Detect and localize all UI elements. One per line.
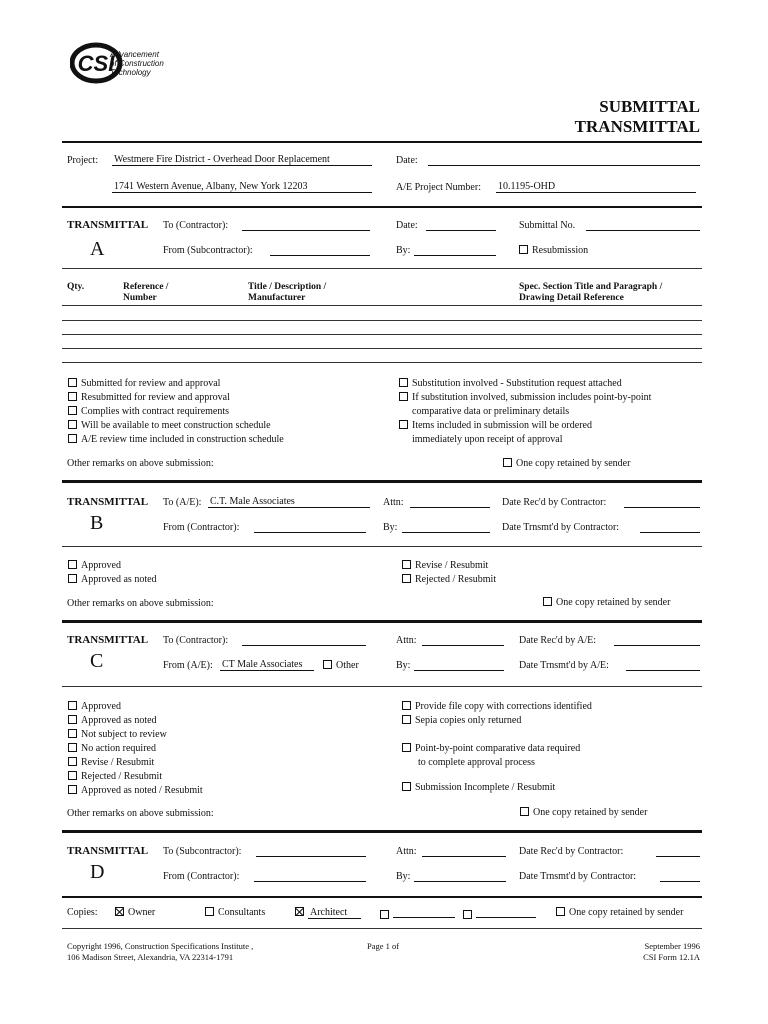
- b-option[interactable]: Approved: [68, 559, 157, 573]
- copies-architect-checkbox[interactable]: Architect: [295, 907, 361, 918]
- d-attn-field[interactable]: [422, 846, 506, 857]
- copies-consultants-checkbox[interactable]: Consultants: [205, 907, 265, 918]
- section-a-title: TRANSMITTAL: [67, 219, 149, 231]
- b-remarks-label: Other remarks on above submission:: [67, 598, 214, 609]
- c-other-checkbox[interactable]: Other: [323, 660, 359, 671]
- copies-label: Copies:: [67, 907, 98, 918]
- checked-checkbox-icon: [115, 907, 124, 916]
- checkbox-icon: [402, 743, 411, 752]
- b-copy-checkbox[interactable]: One copy retained by sender: [543, 597, 670, 608]
- c-option[interactable]: Point-by-point comparative data required: [402, 742, 580, 756]
- divider: [62, 268, 702, 269]
- a-date-field[interactable]: [426, 220, 496, 231]
- a-right-options: [399, 377, 651, 447]
- c-trnsm-field[interactable]: [626, 660, 700, 671]
- checkbox-icon: [68, 420, 77, 429]
- checkbox-icon: [68, 574, 77, 583]
- divider: [62, 830, 702, 833]
- checkbox-icon: [402, 715, 411, 724]
- c-option[interactable]: Sepia copies only returned: [402, 714, 592, 728]
- c-option[interactable]: Approved as noted / Resubmit: [68, 784, 203, 798]
- footer-form: September 1996 CSI Form 12.1A: [643, 941, 700, 962]
- checkbox-icon: [68, 729, 77, 738]
- checkbox-icon: [556, 907, 565, 916]
- org-tagline: Advancement of Construction Technology: [110, 50, 164, 77]
- d-to-label: To (Subcontractor):: [163, 846, 242, 857]
- checkbox-icon: [463, 910, 472, 919]
- c-right-options: [402, 700, 592, 728]
- section-b-letter: B: [90, 512, 104, 534]
- a-copy-checkbox[interactable]: One copy retained by sender: [503, 458, 630, 469]
- c-left-options: [68, 700, 203, 798]
- a-option[interactable]: Will be available to meet construction schedule: [68, 419, 284, 433]
- checkbox-icon: [205, 907, 214, 916]
- copies-other2-checkbox[interactable]: [463, 907, 536, 921]
- c-attn-label: Attn:: [396, 635, 417, 646]
- c-trnsm-label: Date Trnsmt'd by A/E:: [519, 660, 609, 671]
- col-spec: Spec. Section Title and Paragraph / Drawing Detail Reference: [519, 282, 663, 303]
- b-recd-field[interactable]: [624, 497, 700, 508]
- form-title: SUBMITTAL TRANSMITTAL: [574, 97, 700, 136]
- item-row-line[interactable]: [62, 348, 702, 349]
- d-by-label: By:: [396, 871, 411, 882]
- divider: [62, 206, 702, 208]
- b-to-field[interactable]: C.T. Male Associates: [208, 496, 370, 508]
- divider: [62, 620, 702, 623]
- a-remarks-label: Other remarks on above submission:: [67, 458, 214, 469]
- divider: [62, 928, 702, 929]
- col-qty: Qty.: [67, 282, 85, 292]
- divider: [62, 896, 702, 898]
- checkbox-icon: [68, 743, 77, 752]
- b-from-label: From (Contractor):: [163, 522, 240, 533]
- section-a-letter: A: [90, 238, 105, 260]
- checkbox-icon: [543, 597, 552, 606]
- a-from-field[interactable]: [270, 245, 370, 256]
- project-name-field[interactable]: Westmere Fire District - Overhead Door Replacement: [112, 154, 372, 166]
- col-title: Title / Description / Manufacturer: [248, 282, 327, 303]
- checkbox-icon: [399, 378, 408, 387]
- a-option[interactable]: Items included in submission will be ordered: [399, 419, 651, 433]
- a-submittal-label: Submittal No.: [519, 220, 576, 231]
- c-by-label: By:: [396, 660, 411, 671]
- section-c-letter: C: [90, 650, 104, 672]
- checkbox-icon: [68, 406, 77, 415]
- c-to-label: To (Contractor):: [163, 635, 229, 646]
- a-option[interactable]: Resubmitted for review and approval: [68, 391, 284, 405]
- c-option-cont: to complete approval process: [418, 757, 535, 768]
- section-d-letter: D: [90, 861, 105, 883]
- divider: [62, 546, 702, 547]
- d-from-field[interactable]: [254, 871, 366, 882]
- checkbox-icon: [402, 574, 411, 583]
- checkbox-icon: [402, 560, 411, 569]
- a-option[interactable]: A/E review time included in construction schedule: [68, 433, 284, 447]
- copies-owner-checkbox[interactable]: Owner: [115, 907, 155, 918]
- d-from-label: From (Contractor):: [163, 871, 240, 882]
- c-option[interactable]: Approved: [68, 700, 203, 714]
- a-submittal-field[interactable]: [586, 220, 700, 231]
- a-to-label: To (Contractor):: [163, 220, 229, 231]
- c-to-field[interactable]: [242, 635, 366, 646]
- item-row-line[interactable]: [62, 334, 702, 335]
- checkbox-icon: [68, 560, 77, 569]
- copies-other-checkbox[interactable]: [380, 907, 455, 921]
- checkbox-icon: [68, 715, 77, 724]
- divider: [62, 686, 702, 687]
- b-right-options: [402, 559, 496, 587]
- a-to-field[interactable]: [242, 220, 370, 231]
- footer-page: Page 1 of: [367, 941, 400, 951]
- d-attn-label: Attn:: [396, 846, 417, 857]
- checkbox-icon: [323, 660, 332, 669]
- a-by-field[interactable]: [414, 245, 496, 256]
- divider: [62, 141, 702, 143]
- checkbox-icon: [519, 245, 528, 254]
- c-option[interactable]: Approved as noted: [68, 714, 203, 728]
- copies-retained-checkbox[interactable]: One copy retained by sender: [556, 907, 683, 918]
- c-option[interactable]: Rejected / Resubmit: [68, 770, 203, 784]
- b-by-label: By:: [383, 522, 398, 533]
- c-option[interactable]: Submission Incomplete / Resubmit: [402, 782, 555, 793]
- b-option[interactable]: Approved as noted: [68, 573, 157, 587]
- b-from-field[interactable]: [254, 522, 366, 533]
- checkbox-icon: [68, 771, 77, 780]
- checkbox-icon: [68, 392, 77, 401]
- d-recd-field[interactable]: [656, 846, 700, 857]
- b-left-options: [68, 559, 157, 587]
- svg-text:CSI: CSI: [77, 51, 115, 76]
- checkbox-icon: [68, 434, 77, 443]
- ae-number-field[interactable]: 10.1195-OHD: [496, 181, 696, 193]
- c-option[interactable]: Provide file copy with corrections identified: [402, 700, 592, 714]
- a-option-cont: immediately upon receipt of approval: [412, 434, 563, 445]
- b-trnsm-label: Date Trnsmt'd by Contractor:: [502, 522, 620, 533]
- checkbox-icon: [399, 420, 408, 429]
- c-from-label: From (A/E):: [163, 660, 213, 671]
- a-by-label: By:: [396, 245, 411, 256]
- b-by-field[interactable]: [402, 522, 490, 533]
- section-c-title: TRANSMITTAL: [67, 634, 149, 646]
- b-attn-label: Attn:: [383, 497, 404, 508]
- a-option[interactable]: Complies with contract requirements: [68, 405, 284, 419]
- d-trnsm-field[interactable]: [660, 871, 700, 882]
- d-trnsm-label: Date Trnsmt'd by Contractor:: [519, 871, 637, 882]
- c-from-field[interactable]: CT Male Associates: [220, 659, 314, 671]
- c-right-options-2: [402, 742, 580, 770]
- divider: [62, 480, 702, 483]
- b-to-label: To (A/E):: [163, 497, 202, 508]
- checkbox-icon: [503, 458, 512, 467]
- b-option[interactable]: Rejected / Resubmit: [402, 573, 496, 587]
- project-date-label: Date:: [396, 155, 418, 166]
- b-recd-label: Date Rec'd by Contractor:: [502, 497, 607, 508]
- c-option[interactable]: Revise / Resubmit: [68, 756, 203, 770]
- a-option[interactable]: If substitution involved, submission includes point-by-point: [399, 391, 651, 405]
- a-resubmission-checkbox[interactable]: Resubmission: [519, 245, 588, 256]
- checkbox-icon: [402, 782, 411, 791]
- b-attn-field[interactable]: [410, 497, 490, 508]
- footer-copyright: Copyright 1996, Construction Specifications Institute , 106 Madison Street, Alexandria, VA 22314-1791: [67, 941, 254, 962]
- d-to-field[interactable]: [256, 846, 366, 857]
- project-address-field[interactable]: 1741 Western Avenue, Albany, New York 12203: [112, 181, 372, 193]
- section-d-title: TRANSMITTAL: [67, 845, 149, 857]
- a-date-label: Date:: [396, 220, 418, 231]
- a-option[interactable]: Substitution involved - Substitution request attached: [399, 377, 651, 391]
- d-by-field[interactable]: [414, 871, 506, 882]
- b-option[interactable]: Revise / Resubmit: [402, 559, 496, 573]
- a-from-label: From (Subcontractor):: [163, 245, 253, 256]
- project-date-field[interactable]: [428, 155, 700, 166]
- checkbox-icon: [68, 785, 77, 794]
- checkbox-icon: [520, 807, 529, 816]
- c-remarks-label: Other remarks on above submission:: [67, 808, 214, 819]
- col-reference: Reference / Number: [123, 282, 169, 303]
- a-option[interactable]: Submitted for review and approval: [68, 377, 284, 391]
- c-attn-field[interactable]: [422, 635, 504, 646]
- project-label: Project:: [67, 155, 99, 166]
- checkbox-icon: [68, 378, 77, 387]
- checked-checkbox-icon: [295, 907, 304, 916]
- d-recd-label: Date Rec'd by Contractor:: [519, 846, 624, 857]
- c-recd-label: Date Rec'd by A/E:: [519, 635, 597, 646]
- c-recd-field[interactable]: [614, 635, 700, 646]
- ae-number-label: A/E Project Number:: [396, 182, 481, 193]
- b-trnsm-field[interactable]: [640, 522, 700, 533]
- item-row-line[interactable]: [62, 305, 702, 306]
- checkbox-icon: [68, 701, 77, 710]
- c-by-field[interactable]: [414, 660, 504, 671]
- c-copy-checkbox[interactable]: One copy retained by sender: [520, 807, 647, 818]
- checkbox-icon: [402, 701, 411, 710]
- item-row-line[interactable]: [62, 362, 702, 363]
- section-b-title: TRANSMITTAL: [67, 496, 149, 508]
- a-left-options: [68, 377, 284, 447]
- c-option[interactable]: Not subject to review: [68, 728, 203, 742]
- checkbox-icon: [380, 910, 389, 919]
- c-option[interactable]: No action required: [68, 742, 203, 756]
- checkbox-icon: [68, 757, 77, 766]
- checkbox-icon: [399, 392, 408, 401]
- item-row-line[interactable]: [62, 320, 702, 321]
- a-option-cont: comparative data or preliminary details: [412, 406, 570, 417]
